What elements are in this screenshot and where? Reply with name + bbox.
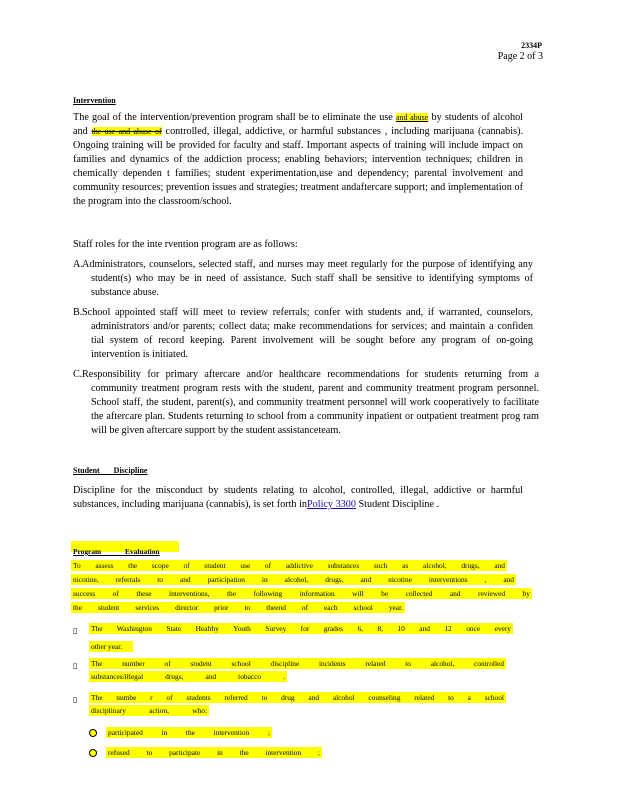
staff-roles-intro: Staff roles for the inte rvention program are as follows: xyxy=(73,239,298,250)
policy-code: 2334P xyxy=(521,41,542,50)
evaluation-paragraph xyxy=(71,560,533,613)
eval-line-3: success of these interventions, the following information will be collected and reviewed by xyxy=(73,589,530,598)
eval-line-2: nicotine, referrals to and participation in alcohol, drugs, and nicotine interventions , and xyxy=(73,575,514,584)
circle-bullet-icon xyxy=(89,749,97,757)
section-heading-intervention: Intervention xyxy=(73,96,116,105)
square-bullet-icon: ▯ xyxy=(73,626,78,635)
policy-3300-link[interactable]: Policy 3300 xyxy=(306,499,356,510)
eval-line-4: the student services director prior to theend of each school year. xyxy=(73,603,403,612)
section-heading-discipline: Student Discipline xyxy=(73,466,148,475)
p1-text-c: by students of alcohol and xyxy=(73,112,523,137)
item-text-b: School appointed staff will meet to review referrals; confer with students and, if warranted, counselors, administrators and/or parents; collect data; make recommendations for services; and maintain a confiden tial system of record keeping. Parent involvement will be sought before any program of on-going intervention is initiated. xyxy=(82,307,533,360)
eval-sub-bullet-1: participated in the intervention ; xyxy=(108,728,270,737)
eval-bullet-1: The Washington State Healthy Youth Survey for grades 6, 8, 10 and 12 once every other year. xyxy=(91,624,511,651)
item-label-b: B. xyxy=(73,307,83,318)
intervention-paragraph xyxy=(73,111,523,209)
discipline-text-b: Student Discipline . xyxy=(355,499,440,510)
eval-bullet-3: The numbe r of students referred to drug and alcohol counseling related to a school disciplinary action, who: xyxy=(91,693,504,715)
circle-bullet-icon xyxy=(89,729,97,737)
p1-text-a: The goal of the intervention/prevention program shall be to eliminate the use xyxy=(73,112,396,123)
list-item-c xyxy=(73,368,539,438)
page-number: Page 2 of 3 xyxy=(497,51,543,62)
p1-text-e: controlled, illegal, addictive, or harmful substances , including marijuana (cannabis). Ongoing training will be provided for faculty and staff. Important aspects of training will include impact on families and dynamics of the addiction process; enabling behaviors; intervention techniques; children in chemically dependen t families; student experimentation,use and dependency; parental involvement and community resources; prevention issues and strategies; treatment andaftercare support; and implementation of the program into the classroom/school. xyxy=(73,126,524,207)
item-label-c: C. xyxy=(73,369,83,380)
deleted-text: the use and abuse of xyxy=(91,127,162,136)
item-text-c: Responsibility for primary aftercare and/or healthcare recommendations for students returning from a community treatment program rests with the student, parent and community treatment program personnel. School staff, the student, parent(s), and community treatment personnel will work cooperatively to facilitate the aftercare plan. Students returning to school from a community inpatient or outpatient treatment prog ram will be given aftercare support by the student assistanceteam. xyxy=(82,369,539,436)
section-heading-evaluation: Program Evaluation xyxy=(71,541,179,552)
inserted-text: and abuse xyxy=(395,113,429,122)
square-bullet-icon: ▯ xyxy=(73,695,78,704)
item-label-a: A. xyxy=(73,259,83,270)
eval-bullet-2: The number of student school discipline incidents related to alcohol, controlled substances/illegal drugs, and tobacco . xyxy=(91,659,504,681)
eval-sub-bullet-2: refused to participate in the intervention ; xyxy=(108,748,320,757)
square-bullet-icon: ▯ xyxy=(73,661,78,670)
item-text-a: Administrators, counselors, selected staff, and nurses may meet regularly for the purpose of identifying any student(s) who may be in need of assistance. Such staff shall be sensitive to identifying symptoms of substance abuse. xyxy=(82,259,533,298)
list-item-a xyxy=(73,258,533,300)
discipline-text-a: Discipline for the misconduct by students relating to alcohol, controlled, illegal, addictive or harmful substances, including marijuana (cannabis), is set forth in xyxy=(73,485,523,510)
list-item-b xyxy=(73,306,533,362)
eval-line-1: To assess the scope of student use of addictive substances such as alcohol, drugs, and xyxy=(73,561,505,570)
discipline-paragraph xyxy=(73,484,523,512)
